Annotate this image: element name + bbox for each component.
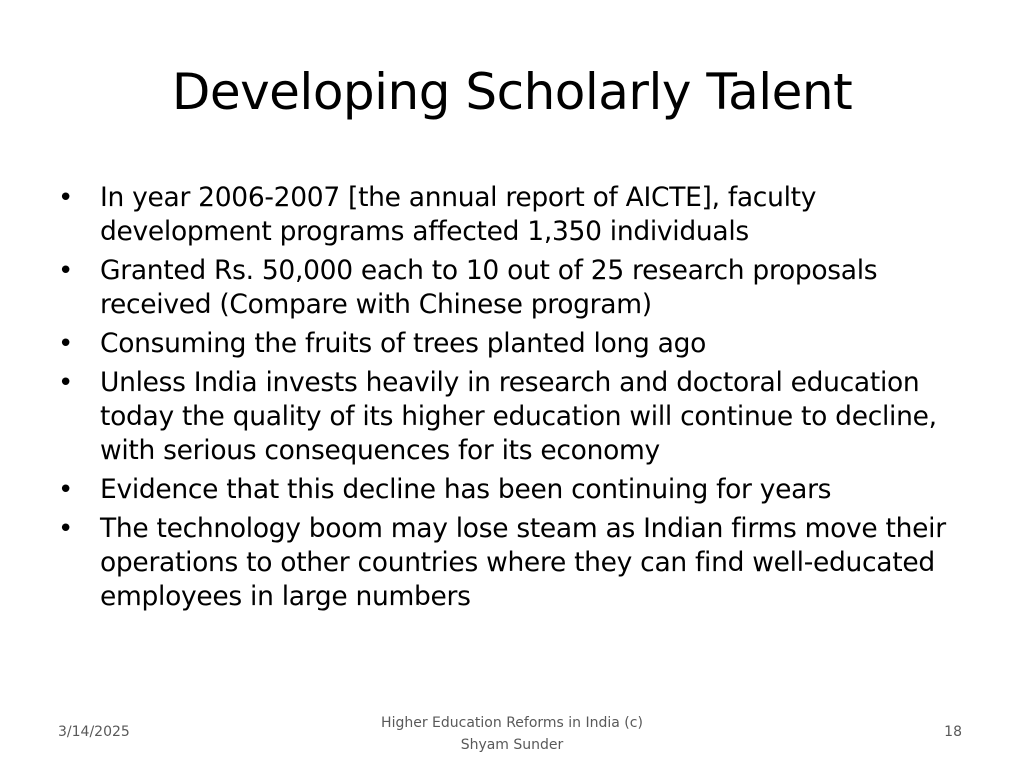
bullet-list	[58, 181, 968, 619]
bullet-item	[58, 512, 968, 614]
bullet-item	[58, 327, 968, 361]
footer-presentation-title: Higher Education Reforms in India (c)	[381, 715, 643, 731]
bullet-text: Evidence that this decline has been continuing for years	[100, 474, 832, 505]
slide-number: 18	[944, 724, 962, 740]
bullet-marker: •	[58, 514, 74, 544]
bullet-marker: •	[58, 368, 74, 398]
bullet-item	[58, 473, 968, 507]
bullet-text: Granted Rs. 50,000 each to 10 out of 25 research proposals received (Compare with Chinese program)	[100, 255, 878, 320]
bullet-marker: •	[58, 475, 74, 505]
bullet-marker: •	[58, 329, 74, 359]
bullet-item	[58, 181, 968, 249]
bullet-text: Unless India invests heavily in research and doctoral education today the quality of its higher education will continue to decline, with serious consequences for its economy	[100, 367, 937, 466]
bullet-marker: •	[58, 183, 74, 213]
bullet-text: In year 2006-2007 [the annual report of AICTE], faculty development programs affected 1,350 individuals	[100, 182, 817, 247]
bullet-text: Consuming the fruits of trees planted long ago	[100, 328, 707, 359]
bullet-marker: •	[58, 256, 74, 286]
bullet-item	[58, 366, 968, 468]
footer-date: 3/14/2025	[58, 724, 130, 740]
bullet-item	[58, 254, 968, 322]
footer-author: Shyam Sunder	[460, 737, 564, 753]
bullet-text: The technology boom may lose steam as Indian firms move their operations to other countries where they can find well-educated employees in large numbers	[100, 513, 946, 612]
slide-title: Developing Scholarly Talent	[171, 63, 853, 121]
footer-center-text	[362, 712, 662, 756]
